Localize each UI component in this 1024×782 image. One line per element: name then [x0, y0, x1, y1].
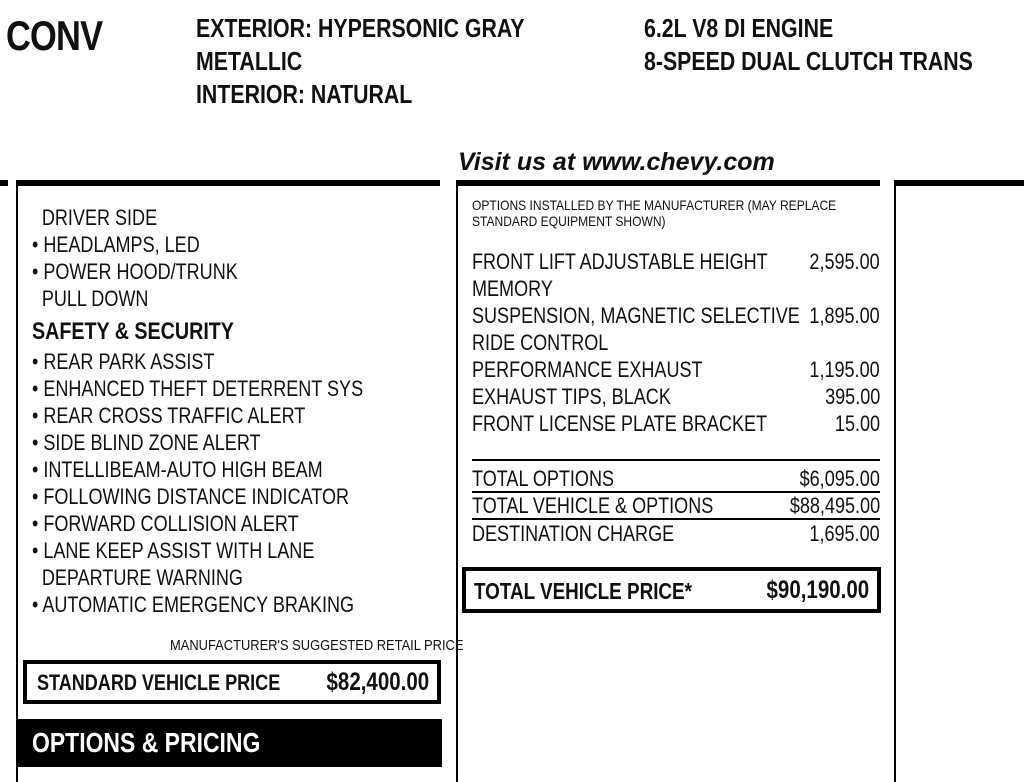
bullet-icon: •: [32, 592, 43, 617]
top-rule-left-edge: [0, 180, 8, 186]
options-separator: [472, 459, 880, 461]
option-row: [472, 410, 880, 437]
bullet-icon: •: [32, 511, 44, 536]
engine: 6.2L V8 DI ENGINE: [644, 13, 834, 43]
msrp-label: MANUFACTURER'S SUGGESTED RETAIL PRICE: [170, 637, 464, 654]
total-vehicle-price-box: [462, 567, 881, 613]
options-intro: OPTIONS INSTALLED BY THE MANUFACTURER (MAY REPLACE STANDARD EQUIPMENT SHOWN): [472, 197, 837, 229]
option-price: 2,595.00: [809, 249, 880, 274]
safety-security-heading: SAFETY & SECURITY: [32, 318, 234, 345]
option-row: [472, 383, 880, 410]
bullet-icon: •: [32, 538, 44, 563]
bullet-icon: •: [32, 376, 44, 401]
bullet-icon: •: [32, 259, 44, 284]
total-vehicle-options-label: TOTAL VEHICLE & OPTIONS: [472, 493, 714, 518]
option-name-continued: MEMORY: [472, 276, 553, 301]
list-item: • REAR PARK ASSIST: [32, 349, 215, 374]
column-border-middle: [456, 180, 458, 782]
list-item: • REAR CROSS TRAFFIC ALERT: [32, 403, 306, 428]
destination-value: 1,695.00: [809, 521, 880, 546]
list-item: • AUTOMATIC EMERGENCY BRAKING: [32, 592, 355, 617]
list-item: • ENHANCED THEFT DETERRENT SYS: [32, 376, 364, 401]
top-rule-left: [16, 180, 440, 186]
option-name: SUSPENSION, MAGNETIC SELECTIVE: [472, 303, 800, 328]
list-item: • POWER HOOD/TRUNK: [32, 259, 238, 284]
total-vehicle-price-value: $90,190.00: [766, 576, 869, 604]
list-item: PULL DOWN: [41, 286, 149, 311]
list-item: • HEADLAMPS, LED: [32, 232, 200, 257]
standard-price-label: STANDARD VEHICLE PRICE: [37, 670, 281, 695]
powertrain: [644, 12, 1024, 78]
option-name: EXHAUST TIPS, BLACK: [472, 384, 671, 409]
bullet-icon: •: [32, 430, 44, 455]
list-item: DRIVER SIDE: [41, 205, 158, 230]
exterior-color: EXTERIOR: HYPERSONIC GRAY METALLIC INTERIOR: NATURAL: [196, 12, 597, 111]
bullet-icon: •: [32, 232, 44, 257]
column-border-right: [894, 180, 896, 782]
transmission: 8-SPEED DUAL CLUTCH TRANS: [644, 46, 973, 76]
option-name: FRONT LICENSE PLATE BRACKET: [472, 411, 768, 436]
option-price: 1,195.00: [809, 357, 880, 382]
bullet-icon: •: [32, 403, 44, 428]
bullet-icon: •: [32, 457, 44, 482]
option-row: [472, 248, 880, 302]
top-rule-right: [896, 180, 1024, 186]
option-row: [472, 302, 880, 356]
list-item: • FORWARD COLLISION ALERT: [32, 511, 299, 536]
visit-link[interactable]: Visit us at www.chevy.com: [458, 148, 775, 176]
total-options-label: TOTAL OPTIONS: [472, 466, 615, 491]
list-item: • LANE KEEP ASSIST WITH LANE: [32, 538, 315, 563]
list-item: • INTELLIBEAM-AUTO HIGH BEAM: [32, 457, 323, 482]
option-price: 15.00: [834, 411, 880, 436]
bullet-icon: •: [32, 484, 44, 509]
option-name: PERFORMANCE EXHAUST: [472, 357, 703, 382]
option-name-continued: RIDE CONTROL: [472, 330, 609, 355]
option-name: FRONT LIFT ADJUSTABLE HEIGHT: [472, 249, 768, 274]
total-vehicle-price-label: TOTAL VEHICLE PRICE*: [474, 578, 692, 604]
bullet-icon: •: [32, 349, 44, 374]
top-rule-middle: [456, 180, 880, 186]
total-options-value: $6,095.00: [799, 466, 880, 491]
list-item: • FOLLOWING DISTANCE INDICATOR: [32, 484, 350, 509]
interior-color: INTERIOR: NATURAL: [196, 79, 413, 109]
standard-price-box: [23, 660, 441, 704]
model-code: CONV: [6, 12, 103, 59]
list-item: • SIDE BLIND ZONE ALERT: [32, 430, 261, 455]
options-pricing-banner: OPTIONS & PRICING: [16, 719, 442, 767]
column-border-left: [16, 180, 18, 782]
standard-equipment-list: [32, 204, 442, 618]
total-vehicle-options-value: $88,495.00: [789, 493, 880, 518]
standard-price-value: $82,400.00: [326, 668, 429, 696]
destination-label: DESTINATION CHARGE: [472, 521, 675, 546]
option-price: 395.00: [824, 384, 880, 409]
option-row: [472, 356, 880, 383]
list-item: DEPARTURE WARNING: [41, 565, 243, 590]
option-price: 1,895.00: [809, 303, 880, 328]
options-list: [472, 248, 880, 437]
